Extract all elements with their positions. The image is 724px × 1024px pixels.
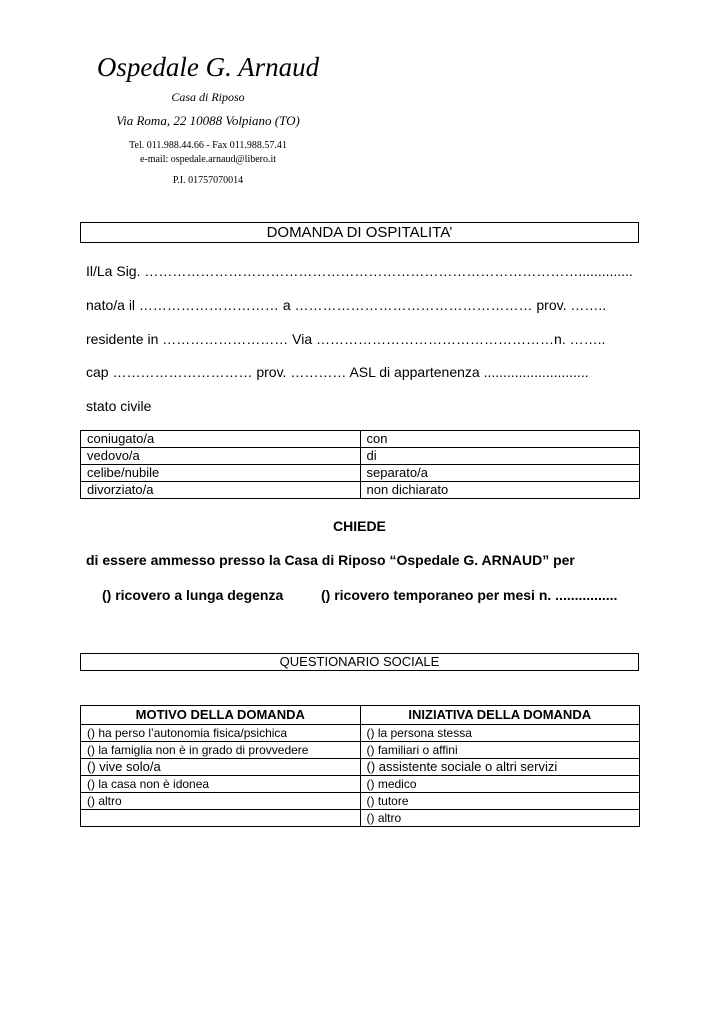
table-cell: () altro — [81, 793, 361, 810]
table-cell: () medico — [360, 776, 640, 793]
table-cell — [81, 810, 361, 827]
field-birth: nato/a il ………………………… a …………………………………………… prov. …….. — [86, 297, 607, 313]
column-header-iniziativa: INIZIATIVA DELLA DOMANDA — [360, 706, 640, 725]
questionnaire-title: QUESTIONARIO SOCIALE — [80, 653, 639, 671]
field-name: Il/La Sig. ………………………………………………………………………………….............. — [86, 263, 633, 279]
table-row — [81, 742, 640, 759]
request-heading: CHIEDE — [333, 518, 386, 534]
table-row — [81, 482, 640, 499]
table-row — [81, 776, 640, 793]
column-header-motivo: MOTIVO DELLA DOMANDA — [81, 706, 361, 725]
table-row — [81, 448, 640, 465]
table-cell: non dichiarato — [360, 482, 640, 499]
table-cell: separato/a — [360, 465, 640, 482]
vat-number: P.I. 01757070014 — [172, 175, 244, 186]
table-cell: () familiari o affini — [360, 742, 640, 759]
table-cell: () altro — [360, 810, 640, 827]
organization-name: Ospedale G. Arnaud — [96, 52, 320, 82]
option-long-stay: () ricovero a lunga degenza — [102, 587, 284, 603]
table-cell: con — [360, 431, 640, 448]
request-text: di essere ammesso presso la Casa di Riposo “Ospedale G. ARNAUD” per — [86, 552, 575, 568]
organization-address: Via Roma, 22 10088 Volpiano (TO) — [116, 113, 300, 128]
marital-status-table — [80, 430, 640, 499]
table-cell: divorziato/a — [81, 482, 361, 499]
table-cell: () la famiglia non è in grado di provvedere — [81, 742, 361, 759]
table-row — [81, 793, 640, 810]
form-title: DOMANDA DI OSPITALITA’ — [80, 222, 639, 243]
field-residence: residente in ……………………… Via ……………………………………………n. …….. — [86, 331, 606, 347]
table-cell: () ha perso l’autonomia fisica/psichica — [81, 725, 361, 742]
option-temporary-stay: () ricovero temporaneo per mesi n. ................ — [321, 587, 618, 603]
table-row — [81, 759, 640, 776]
table-cell: () vive solo/a — [81, 759, 361, 776]
table-cell: celibe/nubile — [81, 465, 361, 482]
table-cell: () la persona stessa — [360, 725, 640, 742]
organization-subtitle: Casa di Riposo — [171, 90, 245, 104]
letterhead — [88, 50, 328, 186]
field-cap-asl: cap ………………………… prov. ………… ASL di appartenenza ........................... — [86, 364, 589, 380]
email: e-mail: ospedale.arnaud@libero.it — [139, 154, 277, 165]
contact-info — [88, 139, 328, 167]
table-cell: vedovo/a — [81, 448, 361, 465]
stato-civile-label: stato civile — [86, 398, 152, 414]
table-cell: di — [360, 448, 640, 465]
table-row — [81, 725, 640, 742]
questionnaire-table — [80, 705, 640, 827]
table-row — [81, 810, 640, 827]
table-cell: () assistente sociale o altri servizi — [360, 759, 640, 776]
table-cell: () la casa non è idonea — [81, 776, 361, 793]
table-cell: coniugato/a — [81, 431, 361, 448]
table-row — [81, 465, 640, 482]
table-cell: () tutore — [360, 793, 640, 810]
phone-fax: Tel. 011.988.44.66 - Fax 011.988.57.41 — [129, 140, 287, 151]
table-row — [81, 431, 640, 448]
table-header-row — [81, 706, 640, 725]
